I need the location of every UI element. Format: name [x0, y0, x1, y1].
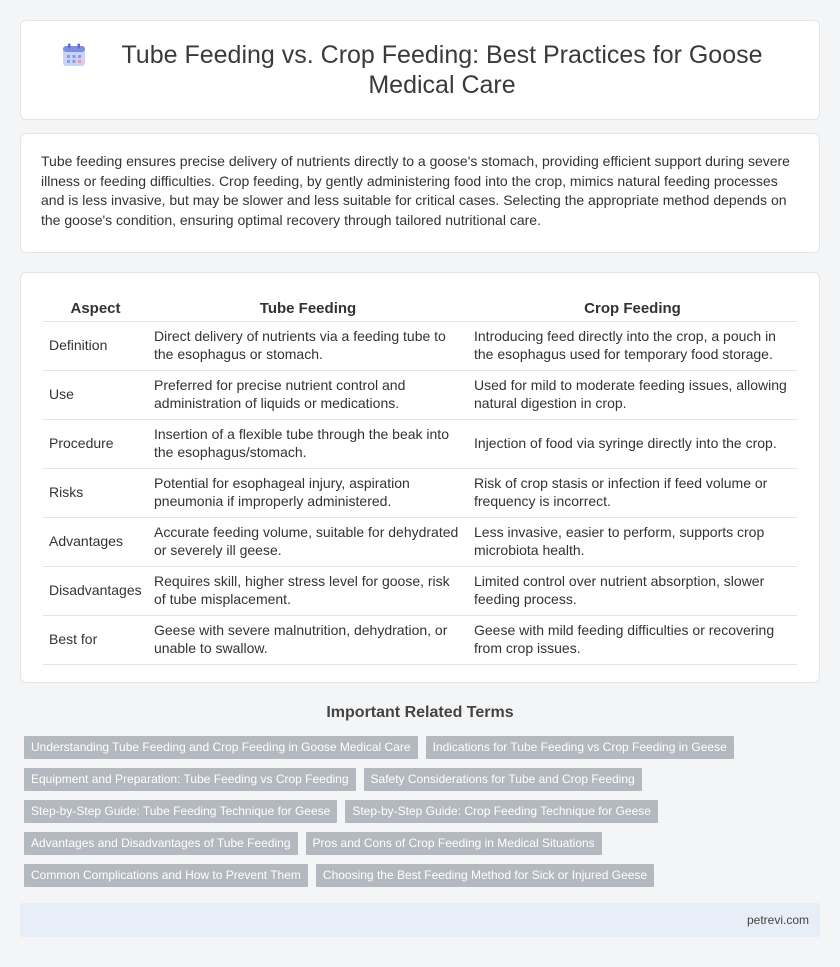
row-crop: Less invasive, easier to perform, supports crop microbiota health.: [468, 517, 797, 566]
header-crop-feeding: Crop Feeding: [468, 295, 797, 321]
row-tube: Direct delivery of nutrients via a feeding tube to the esophagus or stomach.: [148, 321, 468, 370]
row-aspect: Best for: [43, 615, 148, 664]
table-row: [43, 517, 797, 566]
row-aspect: Use: [43, 370, 148, 419]
row-crop: Risk of crop stasis or infection if feed volume or frequency is incorrect.: [468, 468, 797, 517]
footer-site-name: petrevi.com: [746, 913, 809, 927]
row-crop: Injection of food via syringe directly into the crop.: [468, 419, 797, 468]
table-header-row: [43, 295, 797, 321]
row-aspect: Advantages: [43, 517, 148, 566]
intro-card: [20, 133, 820, 253]
row-crop: Used for mild to moderate feeding issues, allowing natural digestion in crop.: [468, 370, 797, 419]
calendar-icon: [61, 42, 87, 68]
table-row: [43, 468, 797, 517]
header-aspect: Aspect: [43, 295, 148, 321]
row-crop: Limited control over nutrient absorption, slower feeding process.: [468, 566, 797, 615]
comparison-table-card: [20, 272, 820, 683]
row-aspect: Disadvantages: [43, 566, 148, 615]
intro-paragraph: Tube feeding ensures precise delivery of nutrients directly to a goose's stomach, providing efficient support during severe illness or feeding difficulties. Crop feeding, by gently administering food into the crop, mimics natural feeding processes and is less invasive, but may be slower and less suitable for critical cases. Selecting the appropriate method depends on the goose's condition, ensuring optimal recovery through tailored nutritional care.: [41, 153, 790, 228]
row-crop: Geese with mild feeding difficulties or recovering from crop issues.: [468, 615, 797, 664]
related-term-link[interactable]: Safety Considerations for Tube and Crop Feeding: [364, 768, 642, 791]
related-term-link[interactable]: Step-by-Step Guide: Tube Feeding Technique for Geese: [24, 800, 337, 823]
row-tube: Accurate feeding volume, suitable for dehydrated or severely ill geese.: [148, 517, 468, 566]
related-term-link[interactable]: Advantages and Disadvantages of Tube Feeding: [24, 832, 298, 855]
row-tube: Requires skill, higher stress level for goose, risk of tube misplacement.: [148, 566, 468, 615]
related-terms-list: [24, 736, 824, 887]
table-row: [43, 321, 797, 370]
row-tube: Geese with severe malnutrition, dehydration, or unable to swallow.: [148, 615, 468, 664]
header-tube-feeding: Tube Feeding: [148, 295, 468, 321]
row-aspect: Definition: [43, 321, 148, 370]
row-tube: Insertion of a flexible tube through the beak into the esophagus/stomach.: [148, 419, 468, 468]
related-term-link[interactable]: Understanding Tube Feeding and Crop Feeding in Goose Medical Care: [24, 736, 418, 759]
related-term-link[interactable]: Indications for Tube Feeding vs Crop Feeding in Geese: [426, 736, 734, 759]
related-term-link[interactable]: Step-by-Step Guide: Crop Feeding Technique for Geese: [345, 800, 658, 823]
comparison-table: [43, 295, 797, 665]
table-row: [43, 615, 797, 664]
table-row: [43, 419, 797, 468]
table-row: [43, 566, 797, 615]
related-term-link[interactable]: Choosing the Best Feeding Method for Sick or Injured Geese: [316, 864, 654, 887]
footer: [20, 903, 820, 937]
table-row: [43, 370, 797, 419]
row-crop: Introducing feed directly into the crop, a pouch in the esophagus used for temporary food storage.: [468, 321, 797, 370]
related-term-link[interactable]: Pros and Cons of Crop Feeding in Medical Situations: [306, 832, 602, 855]
row-tube: Preferred for precise nutrient control and administration of liquids or medications.: [148, 370, 468, 419]
related-term-link[interactable]: Common Complications and How to Prevent Them: [24, 864, 308, 887]
related-terms-heading: Important Related Terms: [326, 704, 514, 721]
related-term-link[interactable]: Equipment and Preparation: Tube Feeding vs Crop Feeding: [24, 768, 356, 791]
page-title: Tube Feeding vs. Crop Feeding: Best Practices for Goose Medical Care: [121, 41, 763, 99]
row-tube: Potential for esophageal injury, aspiration pneumonia if improperly administered.: [148, 468, 468, 517]
title-card: [20, 20, 820, 120]
row-aspect: Risks: [43, 468, 148, 517]
row-aspect: Procedure: [43, 419, 148, 468]
